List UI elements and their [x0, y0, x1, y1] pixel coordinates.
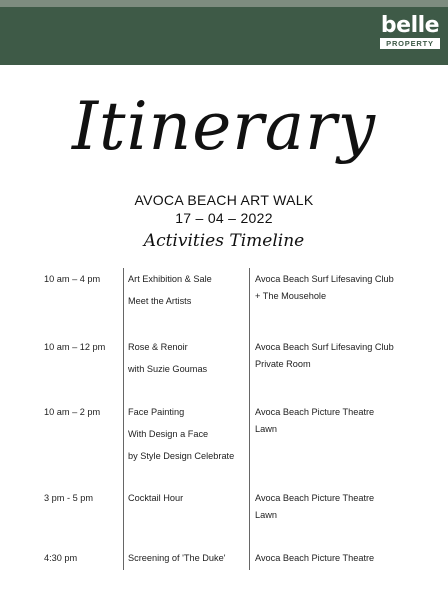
location-cell: Avoca Beach Surf Lifesaving Club Private Room	[255, 342, 394, 369]
time-cell: 10 am – 2 pm	[44, 407, 101, 417]
column-divider	[123, 268, 124, 570]
top-strip	[0, 0, 448, 7]
location-cell: Avoca Beach Picture Theatre	[255, 553, 375, 563]
activity-cell: Rose & Renoir with Suzie Goumas	[128, 342, 208, 374]
location-cell: Avoca Beach Picture Theatre Lawn	[255, 493, 375, 520]
event-name: AVOCA BEACH ART WALK	[134, 192, 314, 208]
logo-word: belle	[380, 13, 440, 38]
location-cell: Avoca Beach Picture Theatre Lawn	[255, 407, 375, 434]
column-divider	[249, 268, 250, 570]
event-date: 17 – 04 – 2022	[175, 210, 273, 226]
timeline-table	[0, 268, 448, 570]
location-cell: Avoca Beach Surf Lifesaving Club + The Mousehole	[255, 274, 394, 301]
page-title: Itinerary	[71, 88, 376, 165]
logo-sub: PROPERTY	[380, 38, 440, 49]
time-cell: 4:30 pm	[44, 553, 78, 563]
time-cell: 3 pm - 5 pm	[44, 493, 94, 503]
activity-cell: Screening of 'The Duke'	[128, 553, 226, 563]
activity-cell: Cocktail Hour	[128, 493, 184, 503]
time-cell: 10 am – 4 pm	[44, 274, 101, 284]
activity-cell: Art Exhibition & Sale Meet the Artists	[128, 274, 212, 306]
timeline-subtitle: Activities Timeline	[143, 231, 305, 251]
belle-property-logo[interactable]	[380, 15, 440, 49]
time-cell: 10 am – 12 pm	[44, 342, 106, 352]
activity-cell: Face Painting With Design a Face by Style Design Celebrate	[128, 407, 235, 461]
